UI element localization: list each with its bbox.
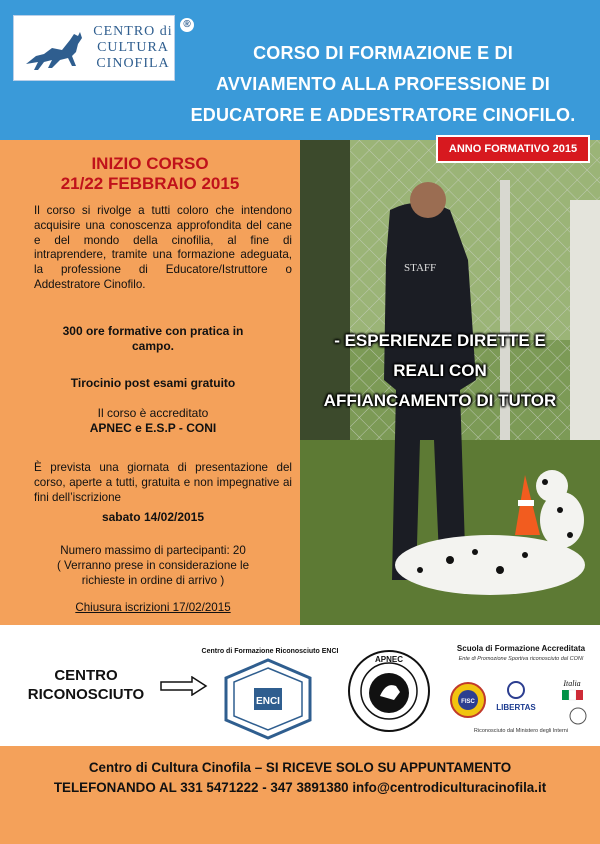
contact-info (0, 758, 600, 798)
start-dates: 21/22 FEBBRAIO 2015 (60, 174, 240, 193)
fisc-text: FISC (461, 699, 475, 705)
overlay-line: REALI CON (393, 361, 487, 380)
scuola-subtitle: Ente di Promozione Sportiva riconosciuto dal CONI (458, 656, 584, 662)
centro-riconosciuto (20, 666, 152, 704)
order-note-line: richieste in ordine di arrivo ) (81, 574, 225, 587)
overlay-line: - ESPERIENZE DIRETTE E (334, 331, 546, 350)
logo-line: CINOFILA (96, 56, 170, 71)
accreditation-strip (0, 636, 600, 746)
tirocinio-info: Tirocinio post esami gratuito (70, 376, 236, 390)
accredited-line: Il corso è accreditato (97, 406, 209, 420)
order-note (20, 558, 286, 588)
dog-logo-icon (22, 26, 86, 74)
logo-text (92, 24, 174, 72)
max-participants: Numero massimo di partecipanti: 20 (60, 544, 246, 557)
overlay-line: AFFIANCAMENTO DI TUTOR (323, 391, 557, 410)
title-line: CORSO DI FORMAZIONE E DI (253, 43, 513, 63)
anno-formativo-badge: ANNO FORMATIVO 2015 (436, 135, 590, 163)
enci-badge-icon (220, 658, 316, 740)
page-title (176, 38, 590, 131)
presentation-info: È prevista una giornata di presentazione del corso, aperte a tutti, gratuita e non impegnative ai fini dell’iscrizione (34, 461, 292, 504)
title-line: EDUCATORE E ADDESTRATORE CINOFILO. (190, 105, 576, 125)
scuola-title: Scuola di Formazione Accreditata (456, 644, 586, 653)
ministry-emblem-icon (570, 708, 586, 724)
scuola-formazione-box (446, 640, 596, 744)
enci-badge-text: ENCI (256, 696, 280, 707)
libertas-logo-icon (508, 682, 524, 698)
logo-line: CULTURA (97, 40, 169, 55)
course-intro: Il corso si rivolge a tutti coloro che intendono acquisire una conoscenza approfondita del cane e del mondo della cinofilia, al fine di intraprendere, tramite una formazione adeguata, la professione di Educatore/Istruttore o Addestratore Cinofilo. (34, 204, 292, 291)
italia-text: Italia (563, 679, 581, 688)
order-note-line: ( Verranno prese in considerazione le (56, 559, 250, 572)
centro-line: CENTRO (54, 667, 118, 684)
centro-line: RICONOSCIUTO (27, 686, 145, 703)
accredited-bodies: APNEC e E.S.P - CONI (89, 421, 217, 435)
apnec-badge-text: APNEC (374, 655, 404, 664)
centro-cultura-cinofila-logo (14, 16, 174, 80)
photo-overlay-text (306, 326, 574, 416)
logo-line: CENTRO di (93, 24, 173, 39)
course-info-panel (0, 140, 300, 625)
contact-line: Centro di Cultura Cinofila – SI RICEVE SOLO SU APPUNTAMENTO (88, 760, 512, 775)
hours-line: 300 ore formative con pratica in (62, 324, 244, 338)
title-line: AVVIAMENTO ALLA PROFESSIONE DI (215, 74, 551, 94)
apnec-badge-icon (346, 648, 432, 734)
libertas-text: LIBERTAS (496, 703, 536, 712)
start-label: INIZIO CORSO (91, 154, 209, 173)
enci-label: Centro di Formazione Riconosciuto ENCI (201, 648, 339, 655)
contact-phone-email: TELEFONANDO AL 331 5471222 - 347 3891380 info@centrodiculturacinofila.it (53, 780, 547, 795)
arrow-right-icon (160, 676, 208, 696)
accreditation-info (20, 406, 286, 436)
closing-date: Chiusura iscrizioni 17/02/2015 (75, 601, 231, 614)
partner-logos (446, 670, 596, 726)
header-banner (0, 0, 600, 140)
hours-info (20, 324, 286, 354)
presentation-date: sabato 14/02/2015 (101, 510, 205, 524)
contact-footer (0, 746, 600, 844)
staff-shirt-text: STAFF (404, 262, 437, 274)
registered-mark: ® (180, 18, 194, 32)
course-start (0, 154, 300, 194)
scuola-footnote: Riconosciuto dal Ministero degli Interni (473, 728, 569, 734)
hours-line: campo. (131, 339, 174, 353)
